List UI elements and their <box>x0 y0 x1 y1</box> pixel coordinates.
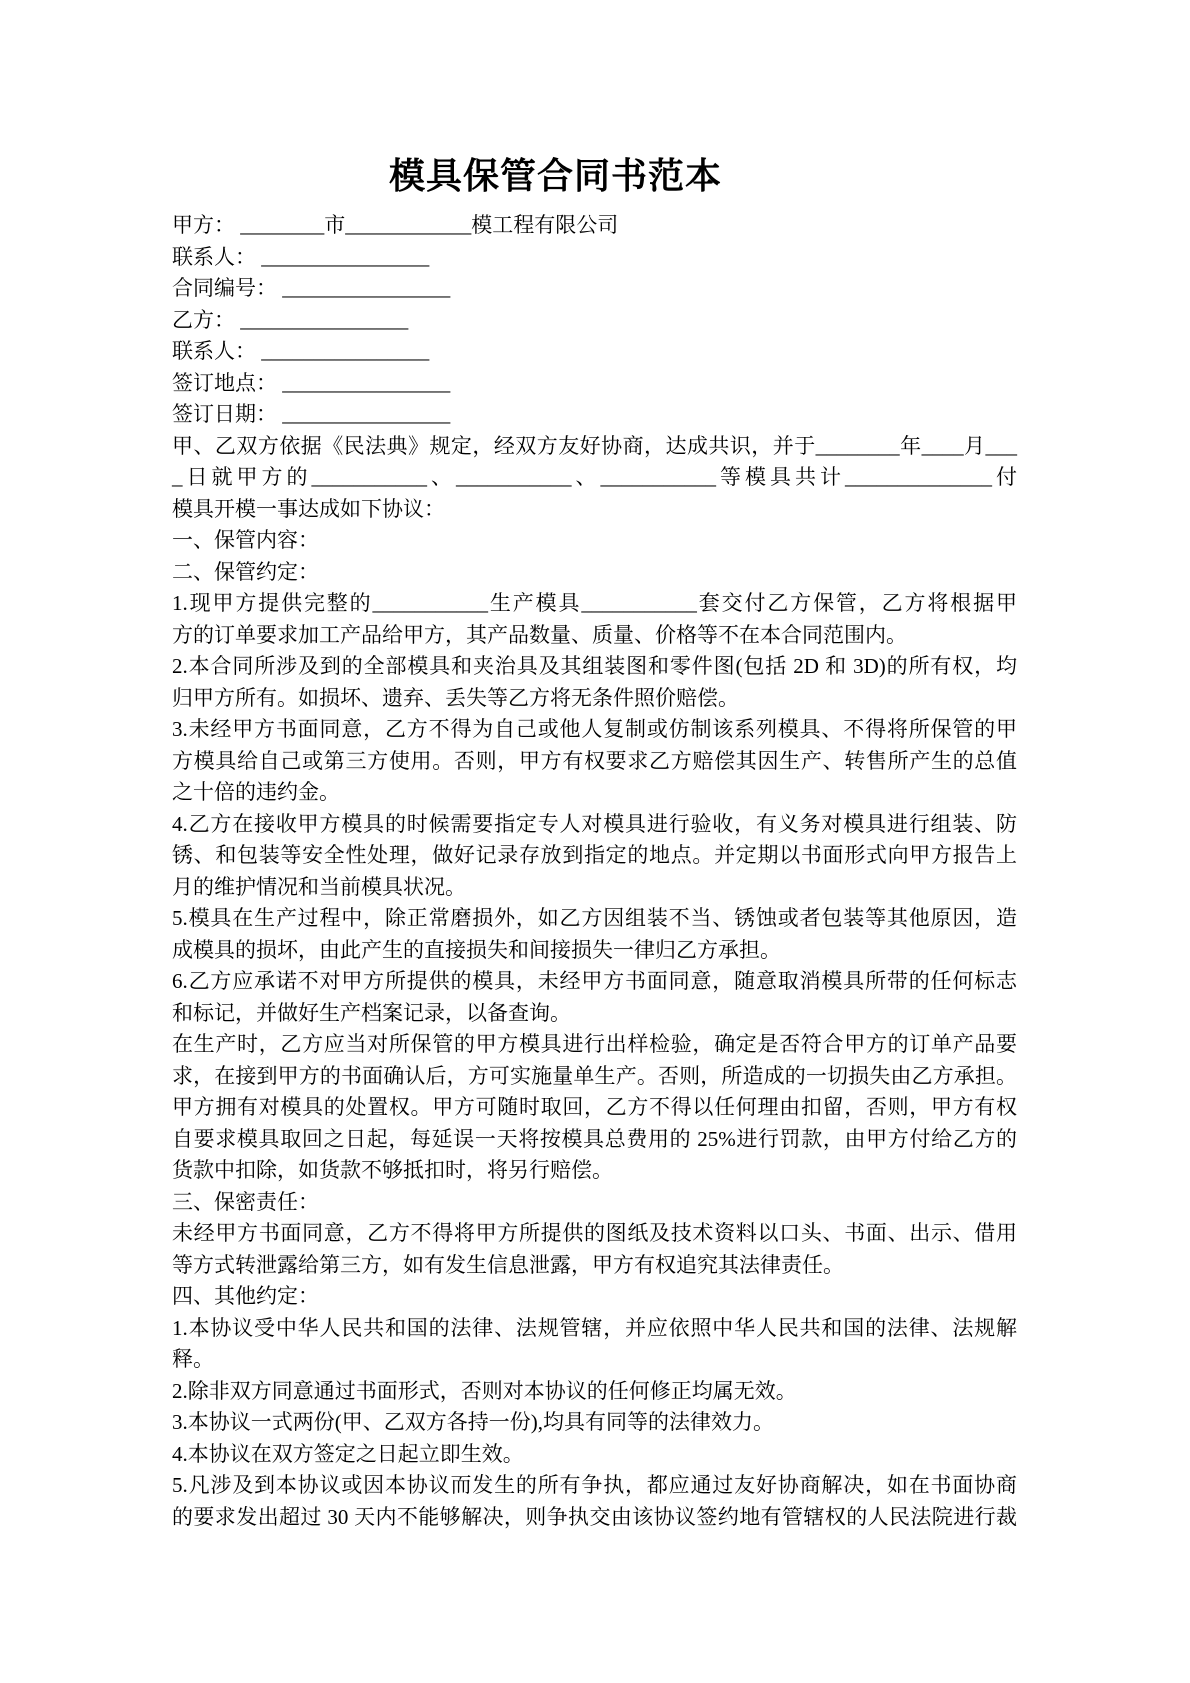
contract-line: 模具开模一事达成如下协议： <box>172 496 445 521</box>
contract-line: 未经甲方书面同意，乙方不得将甲方所提供的图纸及技术资料以口头、书面、出示、借用 <box>172 1221 1017 1245</box>
contract-line: 4.本协议在双方签定之日起立即生效。 <box>172 1441 524 1466</box>
contract-line: 锈、和包装等安全性处理，做好记录存放到指定的地点。并定期以书面形式向甲方报告上 <box>172 843 1017 867</box>
contract-line: 四、其他约定： <box>172 1284 319 1308</box>
contract-line: 5.模具在生产过程中，除正常磨损外，如乙方因组装不当、锈蚀或者包装等其他原因，造 <box>172 906 1017 930</box>
contract-line: 签订日期： ________________ <box>172 402 451 426</box>
contract-line: 一、保管内容： <box>172 528 319 552</box>
document-title: 模具保管合同书范本 <box>388 156 722 196</box>
contract-line: 方的订单要求加工产品给甲方，其产品数量、质量、价格等不在本合同范围内。 <box>172 622 907 647</box>
contract-line: 自要求模具取回之日起，每延误一天将按模具总费用的 25%进行罚款，由甲方付给乙方的 <box>172 1126 1017 1151</box>
contract-line: 在生产时，乙方应当对所保管的甲方模具进行出样检验，确定是否符合甲方的订单产品要 <box>172 1032 1017 1056</box>
contract-line: 甲方拥有对模具的处置权。甲方可随时取回，乙方不得以任何理由扣留，否则，甲方有权 <box>172 1095 1017 1119</box>
contract-line: 1.现甲方提供完整的___________生产模具___________套交付乙方保管，乙方将根据甲 <box>172 591 1017 615</box>
contract-line: 3.本协议一式两份(甲、乙双方各持一份),均具有同等的法律效力。 <box>172 1410 774 1434</box>
contract-line: 2.除非双方同意通过书面形式，否则对本协议的任何修正均属无效。 <box>172 1378 797 1403</box>
contract-line: 合同编号： ________________ <box>172 276 451 300</box>
contract-line: 甲方： ________市____________模工程有限公司 <box>172 213 619 237</box>
contract-body <box>172 210 1017 1533</box>
contract-line: 乙方： ________________ <box>172 307 409 332</box>
contract-line: 的要求发出超过 30 天内不能够解决，则争执交由该协议签约地有管辖权的人民法院进行裁 <box>172 1504 1017 1529</box>
contract-line: 方模具给自己或第三方使用。否则，甲方有权要求乙方赔偿其因生产、转售所产生的总值 <box>172 748 1017 773</box>
contract-line: 5.凡涉及到本协议或因本协议而发生的所有争执，都应通过友好协商解决，如在书面协商 <box>172 1473 1017 1497</box>
contract-line: 3.未经甲方书面同意，乙方不得为自己或他人复制或仿制该系列模具、不得将所保管的甲 <box>172 717 1017 741</box>
contract-line: 和标记，并做好生产档案记录，以备查询。 <box>172 1000 571 1025</box>
contract-line: 签订地点： ________________ <box>172 370 451 395</box>
contract-line: 成模具的损坏，由此产生的直接损失和间接损失一律归乙方承担。 <box>172 937 781 962</box>
contract-line: 联系人： ________________ <box>172 244 430 269</box>
contract-line: 4.乙方在接收甲方模具的时候需要指定专人对模具进行验收，有义务对模具进行组装、防 <box>172 811 1017 836</box>
contract-line: 联系人： ________________ <box>172 339 430 363</box>
contract-line: 等方式转泄露给第三方，如有发生信息泄露，甲方有权追究其法律责任。 <box>172 1252 844 1277</box>
contract-line: 货款中扣除，如货款不够抵扣时，将另行赔偿。 <box>172 1158 613 1182</box>
contract-line: 月的维护情况和当前模具状况。 <box>172 874 466 899</box>
contract-line: 之十倍的违约金。 <box>172 780 340 804</box>
contract-line: 6.乙方应承诺不对甲方所提供的模具，未经甲方书面同意，随意取消模具所带的任何标志 <box>172 969 1017 993</box>
contract-line: _日就甲方的___________、___________、___________等模具共计______________付 <box>172 465 1017 489</box>
contract-line: 二、保管约定： <box>172 559 319 584</box>
contract-line: 归甲方所有。如损坏、遗弃、丢失等乙方将无条件照价赔偿。 <box>172 685 739 710</box>
contract-line: 三、保密责任： <box>172 1189 319 1214</box>
contract-line: 释。 <box>172 1347 214 1371</box>
contract-line: 2.本合同所涉及到的全部模具和夹治具及其组装图和零件图(包括 2D 和 3D)的所有权，均 <box>172 654 1017 678</box>
contract-line: 求，在接到甲方的书面确认后，方可实施量单生产。否则，所造成的一切损失由乙方承担。 <box>172 1063 1017 1088</box>
contract-line: 甲、乙双方依据《民法典》规定，经双方友好协商，达成共识，并于________年____月___ <box>172 433 1017 458</box>
contract-line: 1.本协议受中华人民共和国的法律、法规管辖，并应依照中华人民共和国的法律、法规解 <box>172 1315 1017 1340</box>
